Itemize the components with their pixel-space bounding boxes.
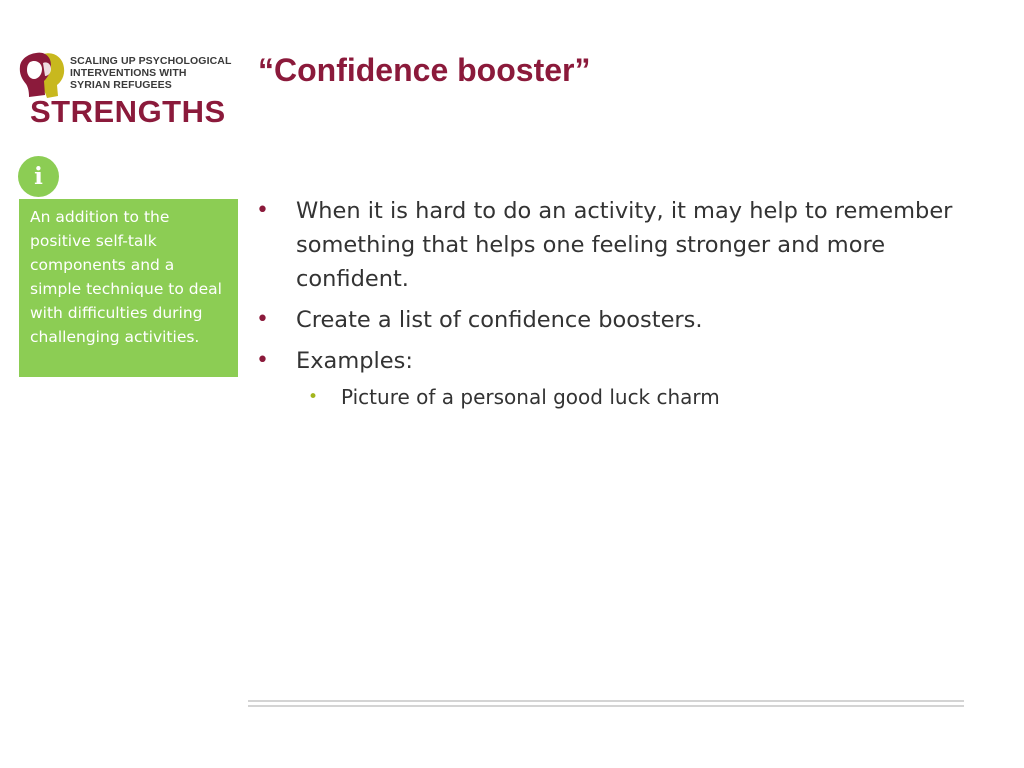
footer-divider-line bbox=[248, 700, 964, 702]
bullet-list bbox=[256, 194, 956, 412]
bullet-text: Create a list of confidence boosters. bbox=[296, 307, 703, 333]
two-profile-heads-icon bbox=[16, 48, 68, 100]
info-note-box bbox=[19, 199, 238, 377]
bullet-dot: • bbox=[256, 348, 269, 373]
slide-content bbox=[256, 194, 956, 419]
logo-tagline-line: SYRIAN REFUGEES bbox=[70, 79, 172, 91]
bullet-dot: • bbox=[256, 198, 269, 223]
logo-tagline-line: SCALING UP PSYCHOLOGICAL bbox=[70, 55, 232, 67]
logo-tagline-line: INTERVENTIONS WITH bbox=[70, 67, 187, 79]
bullet-dot: • bbox=[256, 307, 269, 332]
footer-divider-line bbox=[248, 705, 964, 707]
sub-bullet-text: Picture of a personal good luck charm bbox=[341, 385, 720, 409]
strengths-logo bbox=[16, 48, 231, 130]
logo-tagline bbox=[70, 55, 240, 91]
bullet-text: Examples: bbox=[296, 348, 413, 374]
slide-title: “Confidence booster” bbox=[258, 52, 591, 88]
info-note-text: An addition to the positive self-talk components and a simple technique to deal with difficulties during challenging activities. bbox=[30, 208, 222, 346]
bullet-item bbox=[256, 344, 956, 412]
bullet-item bbox=[256, 194, 956, 296]
footer-divider bbox=[248, 700, 964, 708]
sub-bullet-list bbox=[296, 382, 956, 412]
bullet-item bbox=[256, 303, 956, 337]
bullet-text: When it is hard to do an activity, it may help to remember something that helps one feeling stronger and more confident. bbox=[296, 198, 953, 292]
sub-bullet-dot: • bbox=[308, 387, 319, 407]
sub-bullet-item bbox=[296, 382, 956, 412]
logo-wordmark: STRENGTHS bbox=[30, 94, 226, 129]
info-icon: i bbox=[18, 156, 59, 197]
